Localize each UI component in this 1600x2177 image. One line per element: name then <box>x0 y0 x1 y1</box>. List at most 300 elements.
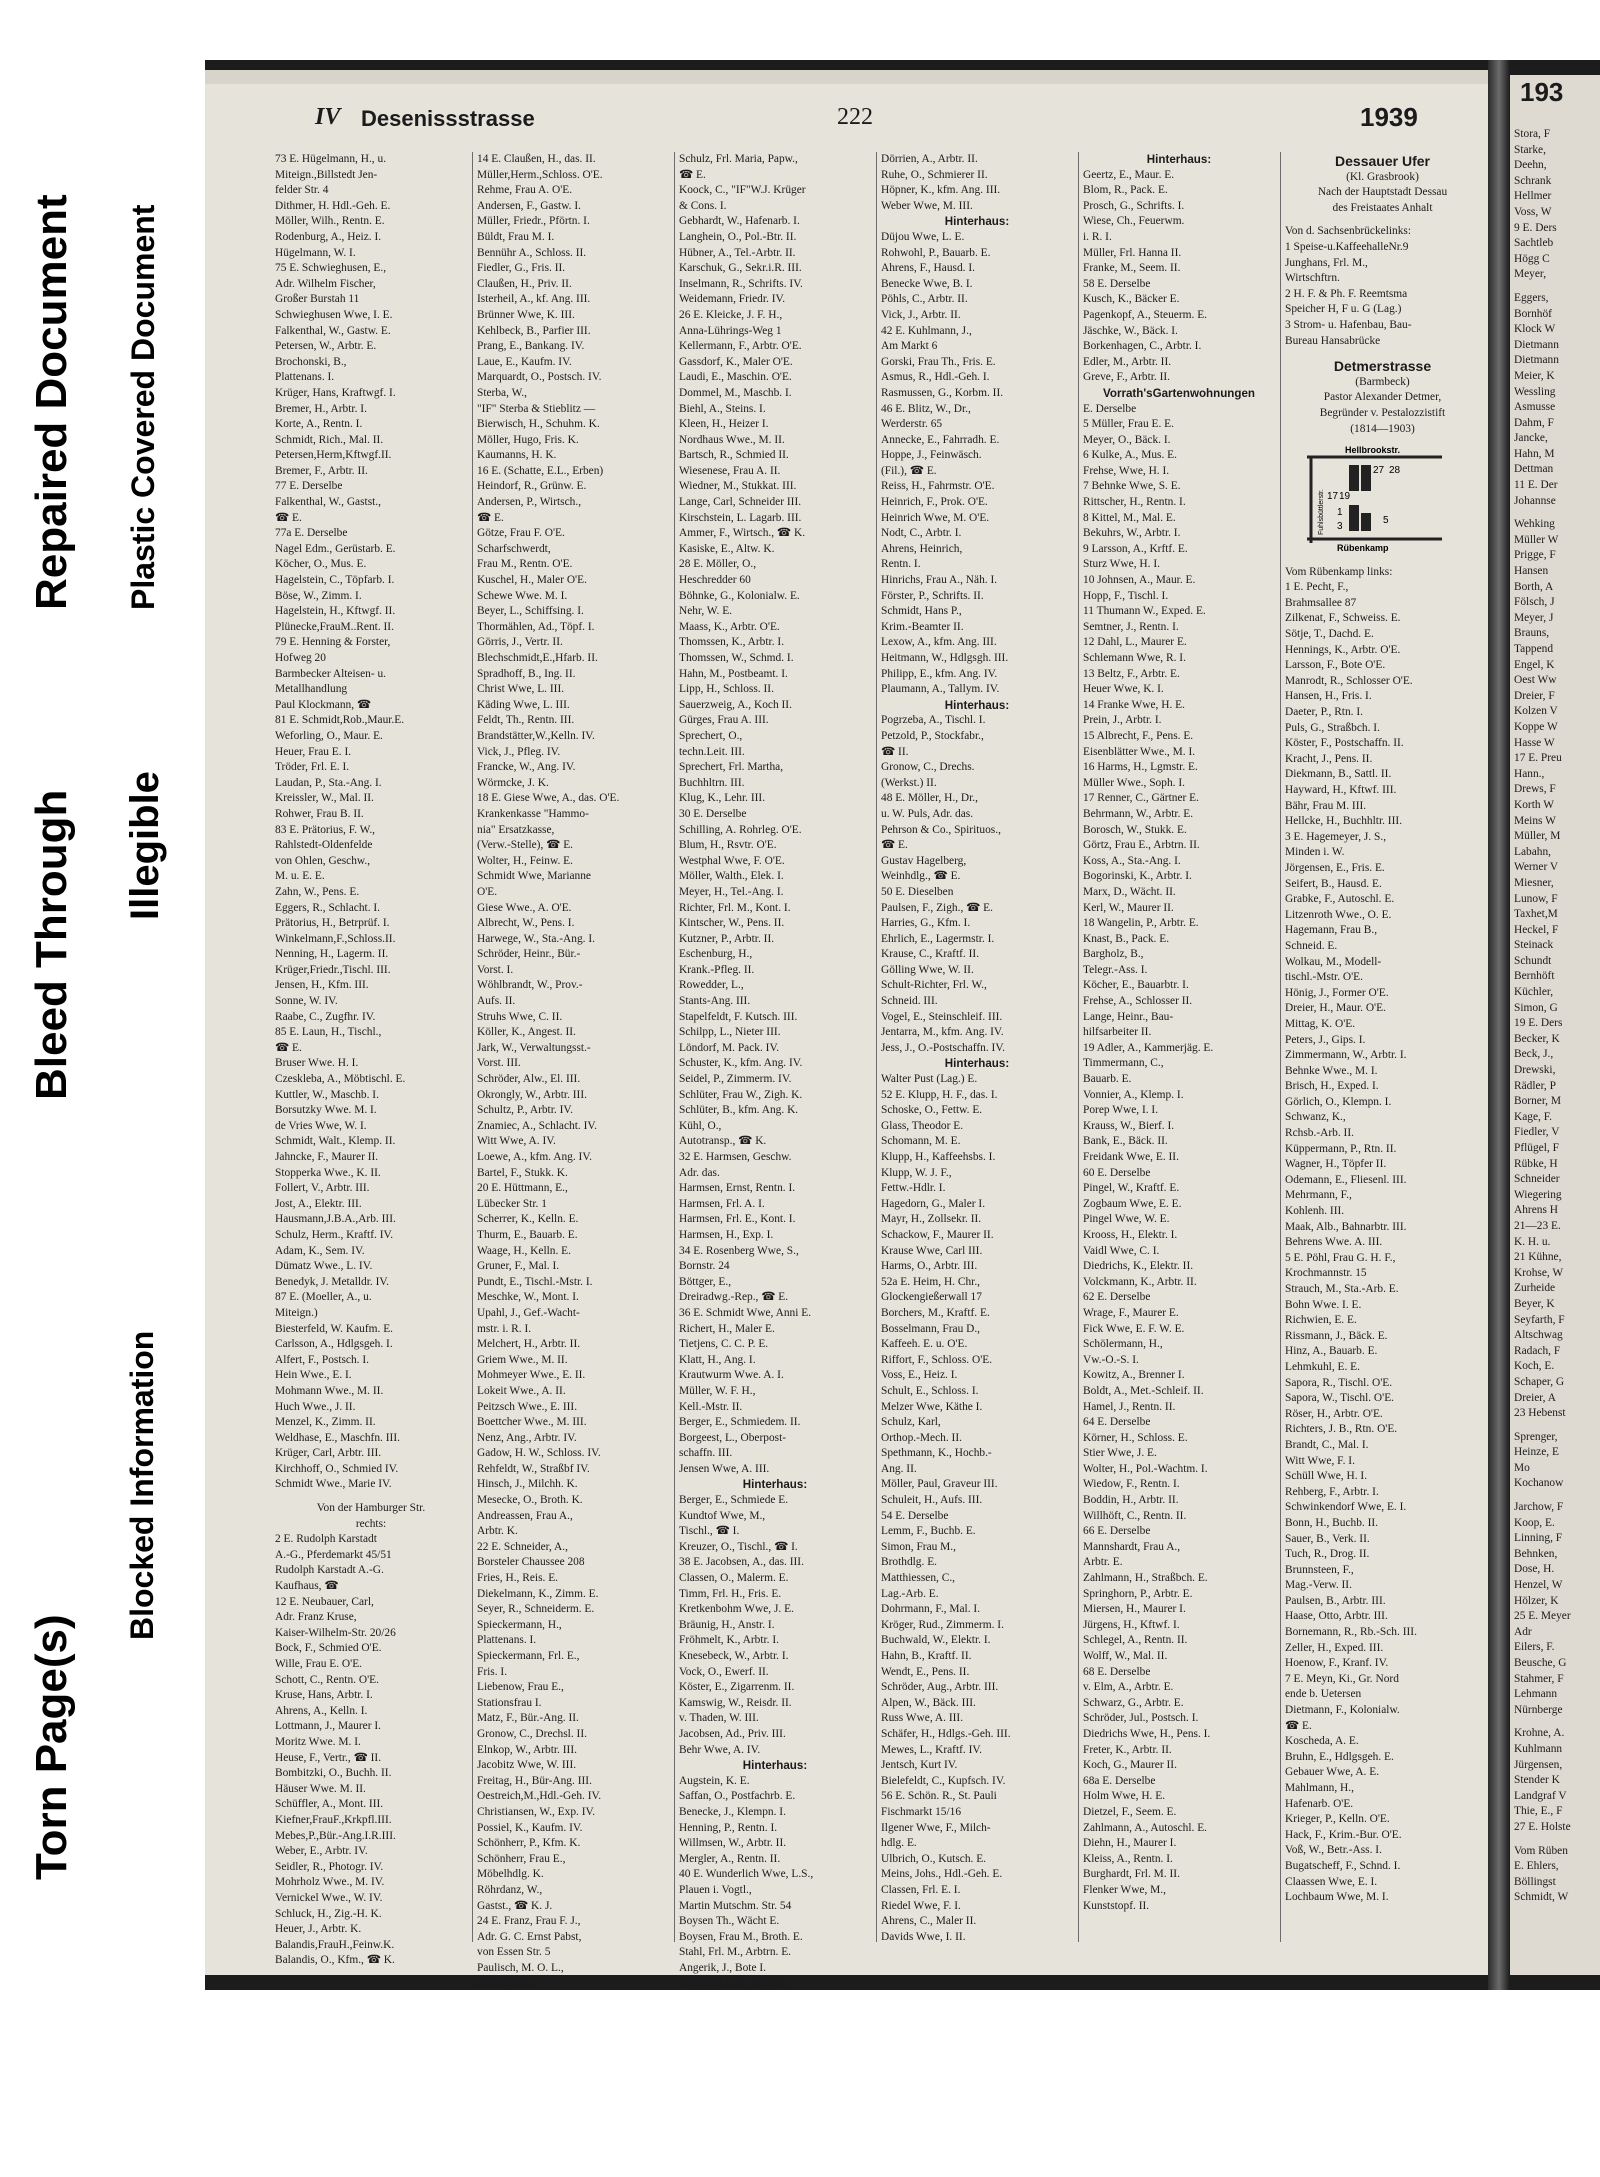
directory-entry-line: Rissmann, J., Bäck. E. <box>1285 1329 1388 1342</box>
directory-entry-line: Walter Pust (Lag.) E. <box>881 1073 978 1086</box>
directory-entry-line: Hayward, H., Kftwf. III. <box>1285 784 1397 796</box>
directory-entry-line: Krochmannstr. 15 <box>1285 1267 1367 1280</box>
directory-entry-line: Rohwohl, P., Bauarb. E. <box>881 246 991 259</box>
directory-entry-line: Jensen Wwe, A. III. <box>679 1462 770 1475</box>
directory-entry-line: Lottmann, J., Maurer I. <box>275 1720 381 1733</box>
directory-entry-line: Langhein, O., Pol.-Btr. II. <box>679 230 797 243</box>
directory-entry-line: Görris, J., Vertr. II. <box>477 636 563 649</box>
directory-entry-line: 19 Adler, A., Kammerjäg. E. <box>1083 1041 1214 1054</box>
directory-entry-line: Weber Wwe, M. III. <box>881 199 973 212</box>
directory-entry-line: Adr. Franz Kruse, <box>275 1611 357 1624</box>
directory-entry-line: Heitmann, W., Hdlgsgh. III. <box>881 652 1009 664</box>
directory-entry-line: Schulz, Karl, <box>881 1416 941 1429</box>
directory-entry-line: Ehrlich, E., Lagermstr. I. <box>881 932 995 945</box>
directory-entry-line: Kaiser-Wilhelm-Str. 20/26 <box>275 1626 396 1639</box>
column-rule <box>674 152 675 1942</box>
directory-entry-line: Knesebeck, W., Arbtr. I. <box>679 1650 789 1662</box>
facing-page-line: 25 E. Meyer <box>1514 1610 1571 1623</box>
directory-entry-line: Prosch, G., Schrifts. I. <box>1083 199 1185 212</box>
directory-entry-line: mstr. i. R. I. <box>477 1322 532 1335</box>
directory-entry-line: Bremer, H., Arbtr. I. <box>275 402 367 415</box>
directory-entry-line: Rowedder, L., <box>679 979 744 992</box>
directory-entry-line: Dessauer Ufer <box>1335 153 1430 169</box>
directory-entry-line: Andersen, F., Gastw. I. <box>477 199 582 212</box>
facing-page-line: Tappend <box>1514 643 1554 655</box>
plastic-covered-label: Plastic Covered Document <box>125 204 161 610</box>
directory-entry-line: Kell.-Mstr. II. <box>679 1400 743 1413</box>
directory-entry-line: Griem Wwe., M. II. <box>477 1353 568 1366</box>
map-building <box>1361 513 1371 531</box>
directory-entry-line: Kleiss, A., Rentn. I. <box>1083 1852 1173 1865</box>
directory-entry-line: 18 E. Giese Wwe, A., das. O'E. <box>477 792 620 805</box>
directory-entry-line: Richwien, E. E. <box>1285 1314 1357 1327</box>
directory-entry-line: Puls, G., Straßbch. I. <box>1285 721 1380 734</box>
facing-page-line: Koch, E. <box>1514 1360 1555 1373</box>
directory-entry-line: Zeller, H., Exped. III. <box>1285 1641 1384 1654</box>
directory-entry-line: Koss, A., Sta.-Ang. I. <box>1083 854 1181 867</box>
directory-entry-line: Struhs Wwe, C. II. <box>477 1010 563 1023</box>
directory-entry-line: 50 E. Dieselben <box>881 885 954 898</box>
directory-entry-line: Bauarb. E. <box>1083 1073 1132 1086</box>
directory-entry-line: Heuer, Frau E. I. <box>275 745 352 758</box>
map-house-number: 27 <box>1373 465 1385 477</box>
directory-entry-line: Wrage, F., Maurer E. <box>1083 1306 1179 1319</box>
directory-entry-line: 81 E. Schmidt,Rob.,Maur.E. <box>275 714 405 727</box>
directory-entry-line: 3 Strom- u. Hafenbau, Bau- <box>1285 318 1412 331</box>
section-numeral: IV <box>315 104 341 130</box>
directory-entry-line: Diedrichs, K., Elektr. II. <box>1083 1260 1194 1273</box>
directory-entry-line: Bartel, F., Stukk. K. <box>477 1166 568 1179</box>
directory-entry-line: Mohmeyer Wwe., E. II. <box>477 1369 586 1382</box>
directory-entry-line: (Verw.-Stelle), ☎ E. <box>477 839 574 852</box>
directory-entry-line: Falkenthal, W., Gastst., <box>275 496 381 509</box>
directory-entry-line: 79 E. Henning & Forster, <box>275 636 391 649</box>
facing-page-line: Klock W <box>1514 323 1556 336</box>
facing-page-line: Hann., <box>1514 767 1545 780</box>
directory-entry-line: Schneid. E. <box>1285 939 1338 952</box>
directory-entry-line: Vock, O., Ewerf. II. <box>679 1665 769 1678</box>
directory-entry-line: Klatt, H., Ang. I. <box>679 1353 756 1366</box>
directory-entry-line: Möbelhdlg. K. <box>477 1868 544 1881</box>
directory-entry-line: Manrodt, R., Schlosser O'E. <box>1285 674 1413 687</box>
directory-entry-line: Matz, F., Bür.-Ang. II. <box>477 1712 579 1725</box>
directory-entry-line: Krause Wwe, Carl III. <box>881 1244 983 1257</box>
directory-entry-line: Koock, C., "IF"W.J. Krüger <box>679 184 806 197</box>
directory-entry-line: Gebauer Wwe, A. E. <box>1285 1766 1380 1779</box>
directory-entry-line: Liebenow, Frau E., <box>477 1681 564 1694</box>
directory-entry-line: Rodenburg, A., Heiz. I. <box>275 230 382 243</box>
directory-entry-line: Pastor Alexander Detmer, <box>1323 391 1442 404</box>
directory-entry-line: 13 Beltz, F., Arbtr. E. <box>1083 667 1180 680</box>
directory-entry-line: Willmsen, W., Arbtr. II. <box>679 1837 787 1850</box>
directory-entry-line: Fries, H., Reis. E. <box>477 1572 558 1585</box>
facing-page-line: Drews, F <box>1514 783 1556 796</box>
facing-page-line: Dietmann <box>1514 354 1559 367</box>
facing-page-line <box>1510 283 1571 291</box>
directory-entry-line: Weldhase, E., Maschfn. III. <box>275 1431 400 1444</box>
directory-entry-line: Tischl., ☎ I. <box>679 1525 740 1538</box>
directory-entry-line: Hahn, M., Postbeamt. I. <box>679 667 788 680</box>
directory-entry-line: Rentn. I. <box>881 558 921 571</box>
directory-entry-line: Stationsfrau I. <box>477 1696 542 1709</box>
directory-entry-line: i. R. I. <box>1083 230 1112 243</box>
directory-entry-line: Meins, Johs., Hdl.-Geh. E. <box>881 1868 1003 1881</box>
facing-page-line: Mo <box>1514 1461 1530 1474</box>
facing-page-text <box>1510 127 1571 1906</box>
directory-entry-line: Gruner, F., Mal. I. <box>477 1260 560 1273</box>
map-building <box>1349 465 1359 491</box>
directory-entry-line: v. Thaden, W. III. <box>679 1712 759 1725</box>
directory-entry-line: Jahncke, F., Maurer II. <box>275 1151 379 1163</box>
directory-entry-line: Dietzel, F., Seem. E. <box>1083 1805 1177 1818</box>
directory-entry-line: Peters, J., Gips. I. <box>1285 1033 1366 1046</box>
directory-entry-line: Adr. G. C. Ernst Pabst, <box>477 1930 582 1943</box>
directory-entry-line: 26 E. Kleicke, J. F. H., <box>679 308 783 321</box>
repaired-document-label: Repaired Document <box>27 194 76 610</box>
directory-entry-line: Marquardt, O., Postsch. IV. <box>477 371 602 384</box>
directory-entry-line: Schewe Wwe. M. I. <box>477 589 568 602</box>
directory-entry-line: Falkenthal, W., Gastw. E. <box>275 324 391 337</box>
directory-entry-line: Schult-Richter, Frl. W., <box>881 979 987 992</box>
directory-entry-line: Hinterhaus: <box>944 698 1010 712</box>
directory-entry-line: Hagedorn, G., Maler I. <box>881 1197 986 1210</box>
facing-page-line: Dose, H. <box>1514 1563 1555 1576</box>
directory-column-2 <box>477 152 669 1990</box>
facing-page-line: Stender K <box>1514 1774 1560 1787</box>
directory-entry-line: Schönherr, Frau E., <box>477 1852 566 1865</box>
directory-entry-line: Wiesenese, Frau A. II. <box>679 464 781 477</box>
directory-entry-line: Petersen, W., Arbtr. E. <box>275 340 377 353</box>
directory-entry-line: Hinterhaus: <box>742 1759 808 1773</box>
directory-entry-line: 32 E. Harmsen, Geschw. <box>679 1151 792 1163</box>
facing-page-line: Johannse <box>1514 494 1556 507</box>
directory-entry-line: Lemm, F., Buchb. E. <box>881 1525 976 1538</box>
directory-entry-line: Melzer Wwe, Käthe I. <box>881 1400 983 1413</box>
directory-entry-line: Köcher, E., Bauarbtr. I. <box>1083 979 1189 992</box>
facing-page-line: 27 E. Holste <box>1514 1820 1571 1833</box>
directory-entry-line: Lipp, H., Schloss. II. <box>679 683 774 696</box>
facing-page-line: Müller, M <box>1514 830 1561 843</box>
directory-entry-line: Stahl, Frl. M., Arbtrn. E. <box>679 1946 792 1959</box>
directory-entry-line: Gronow, C., Drechs. <box>881 761 975 774</box>
directory-entry-line: Beyer, L., Schiffsing. I. <box>477 605 584 618</box>
facing-page-line: Kuhlmann <box>1514 1742 1563 1755</box>
directory-entry-line: Hinrichs, Frau A., Näh. I. <box>881 574 998 587</box>
directory-entry-line: Gorski, Frau Th., Fris. E. <box>881 355 996 368</box>
directory-entry-line: Hansen, H., Fris. I. <box>1285 690 1372 703</box>
facing-page-line: Seyfarth, F <box>1514 1313 1565 1326</box>
directory-entry-line: Harmsen, Frl. A. I. <box>679 1197 765 1210</box>
directory-entry-line: Görtz, Frau E., Arbtrn. II. <box>1083 839 1200 852</box>
directory-entry-line: Czeskleba, A., Möbtischl. E. <box>275 1073 406 1086</box>
directory-entry-line: 38 E. Jacobsen, A., das. III. <box>679 1556 804 1569</box>
directory-entry-line: & Cons. I. <box>679 199 727 212</box>
directory-entry-line: Krüger, Hans, Kraftwgf. I. <box>275 386 396 399</box>
directory-entry-line: Semtner, J., Rentn. I. <box>1083 620 1179 633</box>
directory-entry-line: Wöhlbrandt, W., Prov.- <box>477 979 583 992</box>
directory-entry-line: Werderstr. 65 <box>881 418 943 431</box>
directory-entry-line: Adr. das. <box>679 1166 720 1179</box>
directory-entry-line: 17 Renner, C., Gärtner E. <box>1083 792 1199 805</box>
directory-entry-line: Nordhaus Wwe., M. II. <box>679 433 785 446</box>
directory-entry-line: ☎ E. <box>679 168 706 181</box>
directory-entry-line: Weforling, O., Maur. E. <box>275 729 383 742</box>
directory-entry-line: Pagenkopf, A., Steuerm. E. <box>1083 308 1208 321</box>
directory-entry-line: Schmidt Wwe., Marie IV. <box>275 1478 392 1491</box>
directory-entry-line: (Barmbeck) <box>1355 375 1410 388</box>
directory-entry-line: Hinz, A., Bauarb. E. <box>1285 1345 1378 1358</box>
directory-entry-line: Willhöft, C., Rentn. II. <box>1083 1509 1187 1522</box>
page-number: 222 <box>837 104 873 130</box>
directory-entry-line: Bräunig, H., Anstr. I. <box>679 1618 775 1631</box>
directory-entry-line: Schilpp, L., Nieter III. <box>679 1026 781 1039</box>
directory-entry-line: Vernickel Wwe., W. IV. <box>275 1891 383 1904</box>
directory-entry-line: Röser, H., Arbtr. O'E. <box>1285 1407 1383 1420</box>
directory-entry-line: Von d. Sachsenbrückelinks: <box>1285 225 1412 238</box>
directory-entry-line: Bekuhrs, W., Arbtr. I. <box>1083 527 1181 540</box>
directory-entry-line: Eisenblätter Wwe., M. I. <box>1083 745 1196 758</box>
directory-entry-line: Bremer, F., Arbtr. II. <box>275 464 368 477</box>
directory-entry-line: Müller, Friedr., Pförtn. I. <box>477 215 590 228</box>
directory-entry-line: Fick Wwe, E. F. W. E. <box>1083 1322 1185 1335</box>
directory-entry-line: Vorst. III. <box>477 1057 521 1070</box>
facing-page-line: Deehn, <box>1514 159 1547 172</box>
directory-entry-line: de Vries Wwe, W. I. <box>275 1119 367 1132</box>
directory-entry-line: Kaffeeh. E. u. O'E. <box>881 1338 968 1351</box>
directory-entry-line: Schackow, F., Maurer II. <box>881 1228 994 1241</box>
directory-entry-line: Riedel Wwe, F. I. <box>881 1899 961 1912</box>
directory-entry-line: Schüffler, A., Mont. III. <box>275 1798 384 1811</box>
directory-entry-line: Bornemann, R., Rb.-Sch. III. <box>1285 1626 1417 1639</box>
directory-entry-line: 75 E. Schwieghusen, E., <box>275 262 387 275</box>
directory-entry-line: Scharfschwerdt, <box>477 542 551 555</box>
directory-entry-line: schaffn. III. <box>679 1447 733 1460</box>
directory-entry-line: Düjou Wwe, L. E. <box>881 230 965 243</box>
directory-entry-line: Kröger, Rud., Zimmerm. I. <box>881 1618 1004 1631</box>
directory-entry-line: Isterheil, A., kf. Ang. III. <box>477 293 591 306</box>
directory-entry-line: Schwinkendorf Wwe, E. I. <box>1285 1501 1407 1514</box>
facing-page-line: Rädler, P <box>1514 1079 1556 1092</box>
directory-entry-line: Am Markt 6 <box>881 340 938 353</box>
directory-entry-line: Blom, R., Pack. E. <box>1083 184 1168 197</box>
facing-page-line: Stahmer, F <box>1514 1672 1564 1685</box>
directory-entry-line: "IF" Sterba & Stieblitz — <box>477 402 596 415</box>
directory-entry-line: 11 Thumann W., Exped. E. <box>1083 605 1206 618</box>
facing-page-line: 23 Hebenst <box>1514 1407 1566 1420</box>
directory-column-4 <box>881 152 1073 1952</box>
directory-entry-line: ☎ E. <box>1285 1719 1312 1732</box>
facing-page-line: Werner V <box>1514 861 1559 874</box>
directory-entry-line: Voß, W., Betr.-Ass. I. <box>1285 1844 1382 1857</box>
directory-entry-line: Zahn, W., Pens. E. <box>275 885 360 898</box>
directory-entry-line: Ahrens, Heinrich, <box>881 542 963 555</box>
facing-page-line: Hahn, M <box>1514 447 1555 460</box>
directory-entry-line: Hausmann,J.B.A.,Arb. III. <box>275 1213 396 1226</box>
directory-entry-line: Hahn, B., Kraftf. II. <box>881 1650 972 1662</box>
directory-entry-line: Lehmkuhl, E. E. <box>1285 1360 1360 1373</box>
illegible-label: Illegible <box>123 771 167 920</box>
directory-entry-line: Nenning, H., Lagerm. II. <box>275 948 389 961</box>
directory-entry-line: Mohrholz Wwe., M. IV. <box>275 1876 385 1889</box>
facing-page-line: Fölsch, J <box>1514 596 1555 609</box>
directory-entry-line: Löndorf, M. Pack. IV. <box>679 1041 780 1054</box>
directory-entry-line: Kerl, W., Maurer II. <box>1083 901 1174 914</box>
facing-page-line: Borner, M <box>1514 1095 1561 1108</box>
directory-entry-line: Freitag, H., Bür-Ang. III. <box>477 1774 592 1787</box>
directory-entry-line: Waage, H., Kelln. E. <box>477 1244 571 1257</box>
directory-entry-line: Possiel, K., Kaufm. IV. <box>477 1821 583 1834</box>
directory-entry-line: Von der Hamburger Str. <box>316 1502 426 1515</box>
directory-entry-line: Aufs. II. <box>477 995 516 1008</box>
directory-entry-line: Häuser Wwe. M. II. <box>275 1782 366 1795</box>
directory-entry-line: Förster, P., Schrifts. II. <box>881 589 984 602</box>
directory-entry-line: Pöhls, C., Arbtr. II. <box>881 293 968 306</box>
directory-entry-line: Heinrich, F., Prok. O'E. <box>881 496 988 509</box>
directory-entry-line: Borchers, M., Kraftf. E. <box>881 1306 990 1319</box>
directory-entry-line: Andreassen, Frau A., <box>477 1509 573 1522</box>
facing-page-line: Schaper, G <box>1514 1375 1565 1388</box>
directory-entry-line: Harmsen, Ernst, Rentn. I. <box>679 1182 796 1195</box>
directory-entry-line: Jacobitz Wwe, W. III. <box>477 1759 577 1772</box>
directory-entry-line: Augstein, K. E. <box>679 1774 750 1787</box>
directory-entry-line: Timm, Frl. H., Fris. E. <box>679 1587 782 1600</box>
directory-entry-line: Sapora, W., Tischl. O'E. <box>1285 1392 1395 1405</box>
directory-entry-line: Kreissler, W., Mal. II. <box>275 792 374 805</box>
directory-entry-line: Rohwer, Frau B. II. <box>275 807 364 820</box>
directory-entry-line: Biehl, A., Steins. I. <box>679 402 766 415</box>
directory-entry-line: felder Str. 4 <box>275 184 329 197</box>
directory-entry-line: Thormählen, Ad., Töpf. I. <box>477 620 595 633</box>
facing-page-line: Heinze, E <box>1514 1446 1559 1459</box>
directory-entry-line: Arbtr. K. <box>477 1525 518 1538</box>
directory-entry-line: nia" Ersatzkasse, <box>477 823 555 836</box>
directory-entry-line: Wolter, H., Feinw. E. <box>477 854 573 867</box>
directory-entry-line: Dümatz Wwe., L. IV. <box>275 1260 373 1273</box>
directory-entry-line: Hoppe, J., Feinwäsch. <box>881 449 982 462</box>
directory-entry-line: Möller, Wilh., Rentn. E. <box>275 215 385 228</box>
directory-entry-line: Schilling, A. Rohrleg. O'E. <box>679 823 802 836</box>
facing-page-line: Müller W <box>1514 533 1559 546</box>
directory-entry-line: Odemann, E., Fliesenl. III. <box>1285 1173 1407 1186</box>
directory-entry-line: Ahrens, F., Hausd. I. <box>881 262 975 275</box>
facing-page-line: Altschwag <box>1514 1329 1563 1342</box>
facing-page-line: 11 E. Der <box>1514 479 1558 492</box>
facing-page-line: Heckel, F <box>1514 923 1559 936</box>
directory-entry-line: Maass, K., Arbtr. O'E. <box>679 620 780 633</box>
directory-entry-line: Büldt, Frau M. I. <box>477 230 555 243</box>
directory-entry-line: Ruhe, O., Schmierer II. <box>881 168 988 181</box>
directory-entry-line: 3 E. Hagemeyer, J. S., <box>1285 830 1387 843</box>
directory-entry-line: Pingel Wwe, W. E. <box>1083 1213 1170 1226</box>
map-house-number: 5 <box>1383 515 1389 527</box>
directory-entry-line: Kirchhoff, O., Schmied IV. <box>275 1462 399 1475</box>
facing-page-line: Asmusse <box>1514 401 1556 414</box>
directory-entry-line: Brünner Wwe, K. III. <box>477 308 575 321</box>
bleed-through-label: Bleed Through <box>27 789 76 1100</box>
facing-page-line: 21—23 E. <box>1514 1219 1561 1232</box>
directory-entry-line: Behr Wwe, A. IV. <box>679 1743 761 1756</box>
directory-entry-line: Vom Rübenkamp links: <box>1285 565 1393 578</box>
facing-page-line: 9 E. Ders <box>1514 221 1557 234</box>
facing-page-line: 19 E. Ders <box>1514 1017 1563 1030</box>
directory-entry-line: Knast, B., Pack. E. <box>1083 932 1170 945</box>
directory-entry-line: Mannshardt, Frau A., <box>1083 1540 1181 1553</box>
directory-entry-line: Mesecke, O., Broth. K. <box>477 1494 583 1507</box>
label-strip <box>0 0 205 2177</box>
directory-entry-line: Laudi, E., Maschin. O'E. <box>679 371 792 384</box>
directory-entry-line: Böhnke, G., Kolonialw. E. <box>679 589 800 602</box>
directory-entry-line: Rehfeldt, W., Straßbf IV. <box>477 1462 590 1475</box>
facing-page-line: Koop, E. <box>1514 1516 1555 1529</box>
directory-entry-line: 68a E. Derselbe <box>1083 1774 1156 1787</box>
directory-entry-line: 14 Franke Wwe, H. E. <box>1083 698 1185 711</box>
directory-entry-line: 73 E. Hügelmann, H., u. <box>275 153 387 165</box>
directory-entry-line: Classen, Frl. E. I. <box>881 1883 961 1896</box>
directory-entry-line: Flenker Wwe, M., <box>1083 1883 1166 1896</box>
directory-entry-line: Schmidt Wwe, Marianne <box>477 870 591 883</box>
directory-entry-line: 8 Kittel, M., Mal. E. <box>1083 511 1176 524</box>
directory-entry-line: Hamel, J., Rentn. II. <box>1083 1400 1176 1413</box>
directory-entry-line: Benedyk, J. Metalldr. IV. <box>275 1275 389 1288</box>
directory-entry-line: Gürges, Frau A. III. <box>679 714 769 727</box>
directory-entry-line: Plünecke,FrauM..Rent. II. <box>275 620 394 633</box>
facing-page-line: Jarchow, F <box>1514 1501 1564 1514</box>
directory-entry-line: Schneid. III. <box>881 995 938 1008</box>
directory-entry-line: 66 E. Derselbe <box>1083 1525 1151 1538</box>
directory-entry-line: 2 H. F. & Ph. F. Reemtsma <box>1285 287 1408 300</box>
directory-entry-line: Kretkenbohm Wwe, J. E. <box>679 1603 794 1616</box>
facing-page-line: Hölzer, K <box>1514 1594 1559 1607</box>
facing-page-line: Schundt <box>1514 954 1552 967</box>
directory-entry-line: Sauerzweig, A., Koch II. <box>679 698 792 711</box>
directory-entry-line: Kühl, O., <box>679 1119 722 1132</box>
directory-entry-line: Weinhdlg., ☎ E. <box>881 870 961 883</box>
facing-page-line: Kochanow <box>1514 1477 1564 1490</box>
directory-entry-line: Hügelmann, W. I. <box>275 246 356 259</box>
directory-entry-line: hilfsarbeiter II. <box>1083 1026 1152 1039</box>
directory-entry-line: Jacobsen, Ad., Priv. III. <box>679 1727 786 1740</box>
directory-entry-line: Schlemann Wwe, R. I. <box>1083 652 1186 664</box>
directory-entry-line: Andersen, P., Wirtsch., <box>477 496 582 509</box>
directory-entry-line: Schulz, Frl. Maria, Papw., <box>679 153 798 165</box>
directory-entry-line: Miersen, H., Maurer I. <box>1083 1603 1186 1616</box>
directory-entry-line: Körner, H., Schloss. E. <box>1083 1431 1188 1444</box>
directory-entry-line: Wörmcke, J. K. <box>477 776 549 789</box>
directory-entry-line: Mag.-Verw. II. <box>1285 1579 1352 1592</box>
directory-entry-line: Sötje, T., Dachd. E. <box>1285 628 1374 641</box>
directory-entry-line: 16 Harms, H., Lgmstr. E. <box>1083 761 1198 774</box>
directory-entry-line: Krieger, P., Kelln. O'E. <box>1285 1813 1390 1826</box>
directory-entry-line: (Werkst.) II. <box>881 776 937 789</box>
directory-entry-line: Feldt, Th., Rentn. III. <box>477 714 575 727</box>
directory-entry-line: ☎ E. <box>275 511 302 524</box>
directory-entry-line: Haase, Otto, Arbtr. III. <box>1285 1610 1388 1623</box>
directory-entry-line: Weber, E., Arbtr. IV. <box>275 1845 368 1858</box>
directory-entry-line: 52a E. Heim, H. Chr., <box>881 1275 981 1288</box>
directory-entry-line: Krankenkasse "Hammo- <box>477 807 589 820</box>
directory-entry-line: Karschuk, G., Sekr.i.R. III. <box>679 262 802 275</box>
directory-entry-line: Mittag, K. O'E. <box>1285 1017 1356 1030</box>
directory-entry-line: Spethmann, K., Hochb.- <box>881 1447 992 1460</box>
directory-entry-line: Jäschke, W., Bäck. I. <box>1083 324 1178 337</box>
directory-entry-line: Bierwisch, H., Schuhm. K. <box>477 418 600 431</box>
street-location-map <box>1297 443 1447 553</box>
directory-entry-line: Diekmann, B., Sattl. II. <box>1285 768 1392 781</box>
directory-entry-line: Mewes, L., Kraftf. IV. <box>881 1743 983 1756</box>
directory-entry-line: Stapelfeldt, F. Kutsch. III. <box>679 1010 798 1023</box>
directory-entry-line: Arbtr. E. <box>1083 1556 1123 1569</box>
directory-entry-line: Hinterhaus: <box>944 215 1010 229</box>
